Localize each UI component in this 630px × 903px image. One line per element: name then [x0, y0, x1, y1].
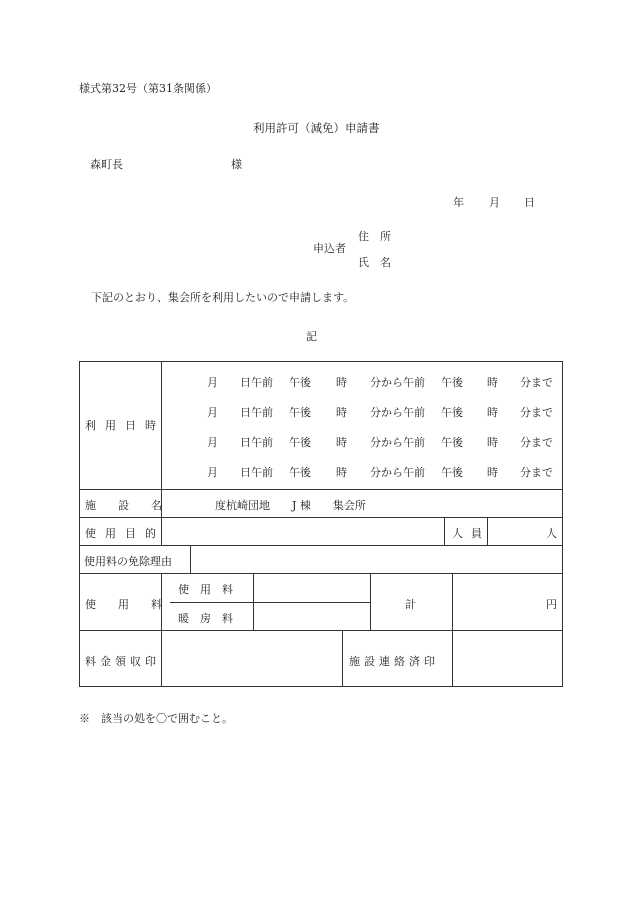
- row2-hour2: 時: [487, 406, 498, 419]
- usage-datetime-label: 利用日時: [85, 419, 165, 432]
- row2-hour: 時: [336, 406, 347, 419]
- row3-month: 月: [207, 436, 218, 449]
- row1-from-am: 分から午前: [370, 376, 425, 389]
- row4-pm2: 午後: [441, 466, 463, 479]
- row2-month: 月: [207, 406, 218, 419]
- row1-pm2: 午後: [441, 376, 463, 389]
- row4-hour: 時: [336, 466, 347, 479]
- date-day-label: 日: [524, 196, 535, 209]
- intro-text: 下記のとおり、集会所を利用したいので申請します。: [91, 291, 355, 304]
- row4-day-am: 日午前: [240, 466, 273, 479]
- exemption-reason-label: 使用料の免除理由: [84, 555, 172, 568]
- row3-pm2: 午後: [441, 436, 463, 449]
- row3-hour2: 時: [487, 436, 498, 449]
- row1-month: 月: [207, 376, 218, 389]
- facility-name-label: 施設名: [85, 499, 184, 512]
- total-label: 計: [405, 598, 416, 611]
- form-number: 様式第32号（第31条関係）: [79, 82, 217, 95]
- row1-hour2: 時: [487, 376, 498, 389]
- persons-label: 人員: [452, 527, 490, 540]
- applicant-name-label: 氏 名: [358, 256, 391, 269]
- row2-day-am: 日午前: [240, 406, 273, 419]
- persons-unit: 人: [546, 527, 557, 540]
- row2-pm: 午後: [289, 406, 311, 419]
- row3-from-am: 分から午前: [370, 436, 425, 449]
- row4-month: 月: [207, 466, 218, 479]
- addressee-honorific: 様: [231, 158, 242, 171]
- fee-row-usage: 使 用 料: [178, 583, 233, 596]
- row1-until: 分まで: [520, 376, 553, 389]
- form-title: 利用許可（減免）申請書: [253, 121, 380, 135]
- row4-from-am: 分から午前: [370, 466, 425, 479]
- row1-hour: 時: [336, 376, 347, 389]
- row1-pm: 午後: [289, 376, 311, 389]
- ki-heading: 記: [306, 330, 317, 343]
- row2-pm2: 午後: [441, 406, 463, 419]
- row4-until: 分まで: [520, 466, 553, 479]
- fee-row-heating: 暖 房 料: [178, 612, 233, 625]
- row3-pm: 午後: [289, 436, 311, 449]
- row2-from-am: 分から午前: [370, 406, 425, 419]
- applicant-address-label: 住 所: [358, 230, 391, 243]
- row1-day-am: 日午前: [240, 376, 273, 389]
- row4-hour2: 時: [487, 466, 498, 479]
- row3-until: 分まで: [520, 436, 553, 449]
- usage-fee-label: 使用料: [85, 598, 184, 611]
- date-month-label: 月: [489, 196, 500, 209]
- row4-pm: 午後: [289, 466, 311, 479]
- purpose-label: 使用目的: [85, 527, 165, 540]
- date-year-label: 年: [453, 196, 464, 209]
- fee-received-stamp-label: 料金領収印: [85, 655, 160, 668]
- facility-name-value: 度杭崎団地 J 棟 集会所: [215, 499, 366, 512]
- row3-hour: 時: [336, 436, 347, 449]
- applicant-label: 申込者: [313, 242, 346, 255]
- yen-unit: 円: [546, 598, 557, 611]
- row3-day-am: 日午前: [240, 436, 273, 449]
- row2-until: 分まで: [520, 406, 553, 419]
- facility-contact-stamp-label: 施設連絡済印: [349, 655, 439, 668]
- note: ※ 該当の処を〇で囲むこと。: [79, 712, 233, 725]
- addressee: 森町長: [90, 158, 123, 171]
